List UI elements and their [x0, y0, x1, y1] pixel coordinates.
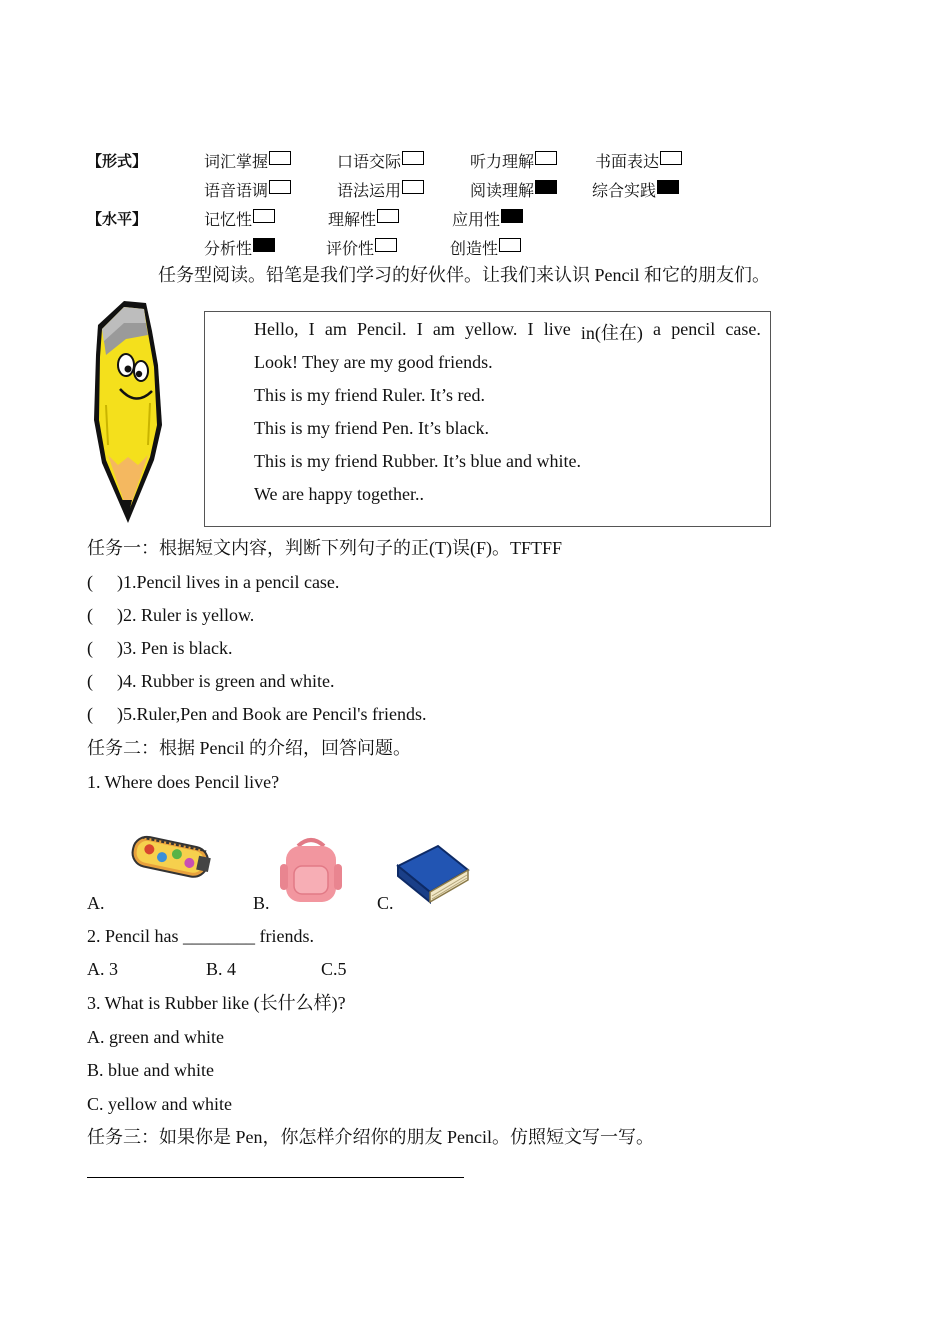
passage-line-3: This is my friend Ruler. It’s red.: [254, 385, 485, 405]
checkbox[interactable]: [253, 209, 275, 223]
checkbox[interactable]: [377, 209, 399, 223]
level-label: 【水平】: [87, 210, 148, 228]
q1-option-c[interactable]: C.: [377, 893, 394, 913]
level-option-application[interactable]: 应用性: [452, 207, 523, 230]
tf-item-2[interactable]: ( )2. Ruler is yellow.: [87, 605, 255, 625]
tf-item-3[interactable]: ( )3. Pen is black.: [87, 638, 233, 658]
checkbox[interactable]: [402, 180, 424, 194]
form-option-grammar[interactable]: 语法运用: [337, 178, 424, 201]
tf-item-1[interactable]: ( )1.Pencil lives in a pencil case.: [87, 572, 340, 592]
tf-item-5[interactable]: ( )5.Ruler,Pen and Book are Pencil's friends.: [87, 704, 427, 724]
q2-option-b[interactable]: B. 4: [206, 959, 237, 979]
checkbox-checked[interactable]: [253, 238, 275, 252]
checkbox[interactable]: [535, 151, 557, 165]
level-option-creation[interactable]: 创造性: [450, 236, 521, 259]
pencil-cartoon-illustration: [84, 295, 168, 525]
level-option-analysis[interactable]: 分析性: [204, 236, 275, 259]
level-option-evaluation[interactable]: 评价性: [326, 236, 397, 259]
passage-line-1: Hello, I am Pencil. I am yellow. I live in(住在) a pencil case.: [254, 319, 761, 343]
checkbox-checked[interactable]: [501, 209, 523, 223]
backpack-image[interactable]: [276, 836, 346, 904]
task1-title: 任务一：根据短文内容，判断下列句子的正(T)误(F)。TFTFF: [87, 538, 563, 558]
question-2: 2. Pencil has ________ friends.: [87, 926, 314, 946]
form-option-pronunciation[interactable]: 语音语调: [204, 178, 291, 201]
pencil-case-image[interactable]: [128, 832, 214, 884]
form-option-reading[interactable]: 阅读理解: [470, 178, 557, 201]
q3-option-a[interactable]: A. green and white: [87, 1027, 224, 1047]
checkbox[interactable]: [269, 180, 291, 194]
level-option-memory[interactable]: 记忆性: [204, 207, 275, 230]
form-option-vocabulary[interactable]: 词汇掌握: [204, 149, 291, 172]
task3-title: 任务三：如果你是 Pen，你怎样介绍你的朋友 Pencil。仿照短文写一写。: [87, 1127, 654, 1147]
form-option-speaking[interactable]: 口语交际: [337, 149, 424, 172]
q1-option-a[interactable]: A.: [87, 893, 105, 913]
book-image[interactable]: [394, 842, 472, 904]
q1-option-b[interactable]: B.: [253, 893, 270, 913]
checkbox-checked[interactable]: [657, 180, 679, 194]
checkbox[interactable]: [269, 151, 291, 165]
q2-option-a[interactable]: A. 3: [87, 959, 118, 979]
level-option-understanding[interactable]: 理解性: [328, 207, 399, 230]
form-option-practice[interactable]: 综合实践: [592, 178, 679, 201]
passage-box: [204, 311, 771, 527]
checkbox[interactable]: [499, 238, 521, 252]
checkbox[interactable]: [375, 238, 397, 252]
task2-title: 任务二：根据 Pencil 的介绍，回答问题。: [87, 738, 411, 758]
passage-line-4: This is my friend Pen. It’s black.: [254, 418, 489, 438]
q3-option-b[interactable]: B. blue and white: [87, 1060, 214, 1080]
form-option-listening[interactable]: 听力理解: [470, 149, 557, 172]
passage-line-6: We are happy together..: [254, 484, 424, 504]
form-option-writing[interactable]: 书面表达: [595, 149, 682, 172]
q3-option-c[interactable]: C. yellow and white: [87, 1094, 232, 1114]
passage-line-2: Look! They are my good friends.: [254, 352, 493, 372]
question-1: 1. Where does Pencil live?: [87, 772, 280, 792]
question-3: 3. What is Rubber like (长什么样)?: [87, 993, 346, 1013]
checkbox-checked[interactable]: [535, 180, 557, 194]
form-label: 【形式】: [87, 152, 148, 170]
tf-item-4[interactable]: ( )4. Rubber is green and white.: [87, 671, 335, 691]
writing-answer-line[interactable]: [87, 1177, 464, 1178]
passage-line-5: This is my friend Rubber. It’s blue and white.: [254, 451, 581, 471]
intro-text: 任务型阅读。铅笔是我们学习的好伙伴。让我们来认识 Pencil 和它的朋友们。: [158, 265, 770, 285]
q2-option-c[interactable]: C.5: [321, 959, 347, 979]
checkbox[interactable]: [402, 151, 424, 165]
checkbox[interactable]: [660, 151, 682, 165]
